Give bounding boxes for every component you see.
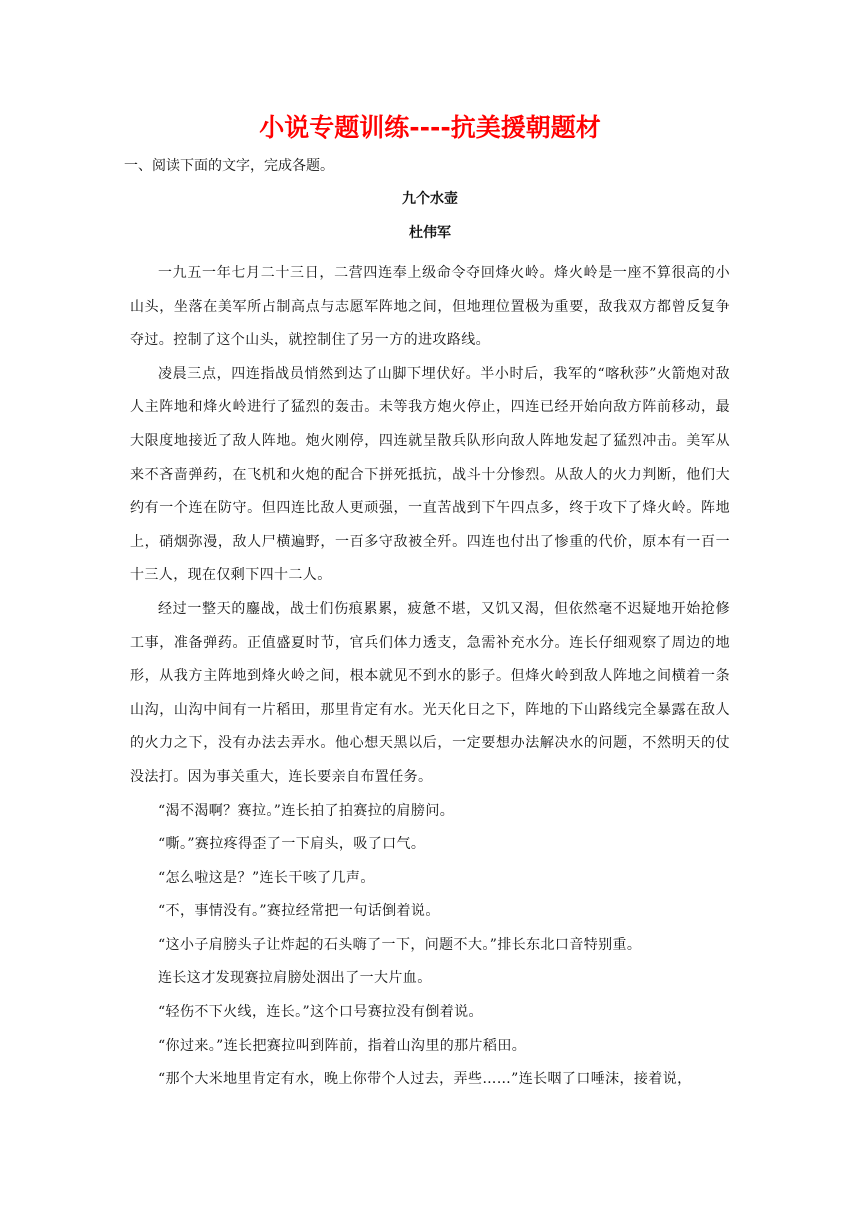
paragraph: “怎么啦这是？”连长干咳了几声。	[158, 869, 375, 886]
paragraph: “嘶。”赛拉疼得歪了一下肩头，吸了口气。	[158, 836, 426, 853]
paragraph: 凌晨三点，四连指战员悄然到达了山脚下埋伏好。半小时后，我军的“喀秋莎”火箭炮对敌人主阵地和烽火岭进行了猛烈的轰击。未等我方炮火停止，四连已经开始向敌方阵前移动，最大限度地接近了敌人阵地。炮火刚停，四连就呈散兵队形向敌人阵地发起了猛烈冲击。美军从来不吝啬弹药，在飞机和火炮的配合下拼死抵抗，战斗十分惨烈。从敌人的火力判断，他们大约有一个连在防守。但四连比敌人更顽强，一直苦战到下午四点多，终于攻下了烽火岭。阵地上，硝烟弥漫，敌人尸横遍野，一百多守敌被全歼。四连也付出了惨重的代价，原本有一百一十三人，现在仅剩下四十二人。	[130, 365, 730, 584]
paragraph: 经过一整天的鏖战，战士们伤痕累累，疲惫不堪，又饥又渴，但依然毫不迟疑地开始抢修工事，准备弹药。正值盛夏时节，官兵们体力透支，急需补充水分。连长仔细观察了周边的地形，从我方主阵地到烽火岭之间，根本就见不到水的影子。但烽火岭到敌人阵地之间横着一条山沟，山沟中间有一片稻田，那里肯定有水。光天化日之下，阵地的下山路线完全暴露在敌人的火力之下，没有办法去弄水。他心想天黑以后，一定要想办法解决水的问题，不然明天的仗没法打。因为事关重大，连长要亲自布置任务。	[130, 600, 730, 785]
paragraph: “不，事情没有。”赛拉经常把一句话倒着说。	[158, 903, 440, 920]
section-heading: 一、阅读下面的文字，完成各题。	[124, 158, 334, 174]
document-title: 小说专题训练----抗美援朝题材	[259, 113, 601, 142]
paragraph: “轻伤不下火线，连长。”这个口号赛拉没有倒着说。	[158, 1004, 483, 1021]
paragraph: 连长这才发现赛拉肩膀处洇出了一大片血。	[158, 970, 432, 987]
paragraph: 一九五一年七月二十三日，二营四连奉上级命令夺回烽火岭。烽火岭是一座不算很高的小山头，坐落在美军所占制高点与志愿军阵地之间，但地理位置极为重要，敌我双方都曾反复争夺过。控制了这个山头，就控制住了另一方的进攻路线。	[130, 265, 730, 349]
story-title: 九个水壶	[402, 191, 458, 207]
story-body	[130, 257, 730, 1097]
paragraph: “你过来。”连长把赛拉叫到阵前，指着山沟里的那片稻田。	[158, 1037, 527, 1054]
story-author: 杜伟军	[409, 225, 451, 241]
paragraph: “渴不渴啊？赛拉。”连长拍了拍赛拉的肩膀问。	[158, 802, 455, 819]
paragraph: “这小子肩膀头子让炸起的石头嗨了一下，问题不大。”排长东北口音特别重。	[158, 936, 642, 953]
paragraph: “那个大米地里肯定有水，晚上你带个人过去，弄些……”连长咽了口唾沫，接着说，	[158, 1071, 692, 1088]
